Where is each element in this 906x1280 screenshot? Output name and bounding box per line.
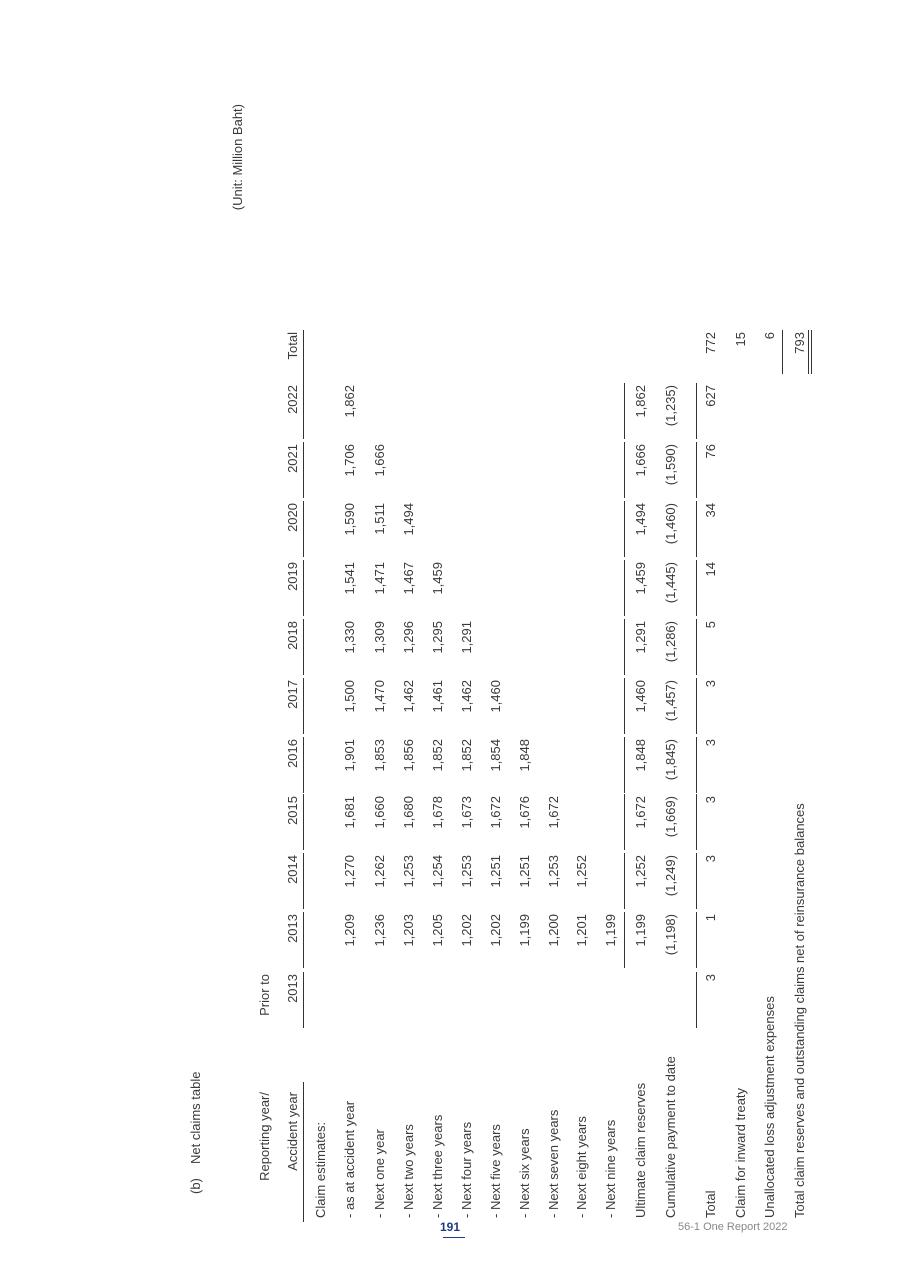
row-header-underline — [303, 1082, 304, 1222]
column-header-year: 2022 — [285, 385, 300, 414]
row-label: - Next six years — [517, 1128, 532, 1218]
table-cell: 3 — [703, 855, 718, 863]
column-header-underline — [303, 794, 304, 850]
table-cell: (1,249) — [663, 855, 678, 897]
row-label: - Next two years — [401, 1124, 416, 1218]
table-cell: 1,203 — [401, 914, 416, 947]
column-header-underline — [303, 853, 304, 909]
column-header-underline — [303, 501, 304, 557]
table-cell: 627 — [703, 385, 718, 407]
table-cell: 1,460 — [488, 680, 503, 713]
table-cell: 1,494 — [401, 503, 416, 536]
grand-total-double-rule-2 — [811, 330, 812, 374]
table-cell: 1,199 — [517, 914, 532, 947]
total-rule — [696, 678, 697, 734]
total-rule — [696, 560, 697, 616]
table-cell: 1,202 — [459, 914, 474, 947]
table-cell: 1,254 — [430, 855, 445, 888]
row-label: - Next four years — [459, 1121, 474, 1218]
table-cell: 1,676 — [517, 796, 532, 829]
total-rule — [696, 737, 697, 793]
table-cell: 1,251 — [488, 855, 503, 888]
table-cell: 1,500 — [342, 680, 357, 713]
row-label: Claim estimates: — [313, 1121, 328, 1218]
grand-total-double-rule-1 — [808, 330, 809, 374]
grand-total-top-rule — [782, 330, 783, 374]
column-header-year: 2020 — [285, 503, 300, 532]
table-cell: 1,205 — [430, 914, 445, 947]
table-cell: 1,590 — [342, 503, 357, 536]
table-cell: (1,445) — [663, 562, 678, 604]
table-cell: 3 — [703, 680, 718, 688]
table-cell: 14 — [703, 562, 718, 577]
table-cell: 1,270 — [342, 855, 357, 888]
column-header-underline — [303, 737, 304, 793]
table-cell: 1,862 — [342, 385, 357, 418]
column-header-underline — [303, 972, 304, 1028]
row-label: - Next eight years — [574, 1116, 589, 1218]
table-cell: 1,309 — [372, 621, 387, 654]
table-cell: 1,461 — [430, 680, 445, 713]
table-cell: 1,471 — [372, 562, 387, 595]
subtotal-rule — [624, 678, 625, 734]
table-cell: 1,262 — [372, 855, 387, 888]
table-cell: 1,296 — [401, 621, 416, 654]
column-header-year: 2013 — [285, 974, 300, 1003]
total-rule — [696, 619, 697, 675]
table-cell: 1,511 — [372, 503, 387, 535]
table-cell: 1,852 — [459, 739, 474, 772]
table-cell: 1,848 — [517, 739, 532, 772]
total-rule — [696, 794, 697, 850]
table-cell: 34 — [703, 503, 718, 518]
column-header-line1: Prior to — [257, 974, 272, 1016]
row-label: - Next nine years — [603, 1119, 618, 1218]
row-label: - Next one year — [372, 1129, 387, 1218]
table-cell: 6 — [762, 332, 777, 340]
table-cell: (1,460) — [663, 503, 678, 545]
row-label: Total claim reserves and outstanding claims net of reinsurance balances — [792, 803, 807, 1218]
table-cell: (1,286) — [663, 621, 678, 663]
row-label: Cumulative payment to date — [663, 1056, 678, 1218]
unit-label: (Unit: Million Baht) — [230, 104, 245, 211]
column-header-year: Total — [285, 332, 300, 360]
table-cell: (1,198) — [663, 914, 678, 956]
table-cell: 76 — [703, 444, 718, 459]
table-cell: 1,901 — [342, 739, 357, 772]
table-cell: 3 — [703, 974, 718, 982]
column-header-year: 2017 — [285, 680, 300, 709]
table-cell: 793 — [792, 332, 807, 354]
column-header-underline — [303, 330, 304, 386]
table-cell: 3 — [703, 796, 718, 804]
table-cell: 1,252 — [633, 855, 648, 888]
page-number-underline — [443, 1237, 465, 1238]
table-cell: 1,253 — [459, 855, 474, 888]
section-marker: (b) — [188, 1178, 203, 1194]
table-cell: 5 — [703, 621, 718, 629]
column-header-underline — [303, 560, 304, 616]
column-header-underline — [303, 383, 304, 439]
column-header-year: 2019 — [285, 562, 300, 591]
row-label: Unallocated loss adjustment expenses — [762, 996, 777, 1218]
column-header-year: 2013 — [285, 914, 300, 943]
table-cell: 1,666 — [372, 444, 387, 477]
subtotal-rule — [624, 737, 625, 793]
table-cell: 1,467 — [401, 562, 416, 595]
table-cell: 1,854 — [488, 739, 503, 772]
table-cell: 15 — [733, 332, 748, 347]
row-header-label-line2: Accident year — [285, 1092, 300, 1171]
column-header-underline — [303, 912, 304, 968]
table-cell: 1,494 — [633, 503, 648, 536]
table-cell: 1,291 — [633, 621, 648, 654]
table-cell: 1,291 — [459, 621, 474, 654]
table-cell: 1,252 — [574, 855, 589, 888]
row-label: Claim for inward treaty — [733, 1087, 748, 1218]
table-cell: 1,251 — [517, 855, 532, 888]
table-cell: 1,199 — [603, 914, 618, 947]
table-cell: 772 — [703, 332, 718, 354]
table-cell: 1,853 — [372, 739, 387, 772]
table-cell: 1,660 — [372, 796, 387, 829]
subtotal-rule — [624, 853, 625, 909]
table-cell: 1,199 — [633, 914, 648, 947]
table-cell: 1,209 — [342, 914, 357, 947]
table-cell: 1,236 — [372, 914, 387, 947]
table-cell: (1,457) — [663, 680, 678, 722]
table-cell: 1,201 — [574, 914, 589, 947]
column-header-year: 2014 — [285, 855, 300, 884]
table-cell: 1,673 — [459, 796, 474, 829]
subtotal-rule — [624, 501, 625, 557]
table-cell: 1,459 — [430, 562, 445, 595]
table-cell: 1,706 — [342, 444, 357, 477]
table-cell: 1,470 — [372, 680, 387, 713]
page-number: 191 — [440, 1220, 461, 1234]
table-cell: 1,848 — [633, 739, 648, 772]
column-header-year: 2018 — [285, 621, 300, 650]
table-cell: 1,541 — [342, 562, 357, 595]
table-cell: 1 — [703, 914, 718, 922]
total-rule — [696, 912, 697, 968]
subtotal-rule — [624, 383, 625, 439]
subtotal-rule — [624, 794, 625, 850]
column-header-year: 2021 — [285, 444, 300, 473]
total-rule — [696, 442, 697, 498]
table-cell: 1,862 — [633, 385, 648, 418]
table-cell: 1,200 — [546, 914, 561, 947]
section-title: Net claims table — [188, 1071, 203, 1164]
table-cell: 1,678 — [430, 796, 445, 829]
table-cell: 1,672 — [546, 796, 561, 829]
column-header-year: 2015 — [285, 796, 300, 825]
table-cell: 1,202 — [488, 914, 503, 947]
table-cell: 1,666 — [633, 444, 648, 477]
row-label: - Next five years — [488, 1124, 503, 1218]
total-rule — [696, 972, 697, 1028]
table-cell: 1,856 — [401, 739, 416, 772]
table-cell: (1,235) — [663, 385, 678, 427]
table-cell: 3 — [703, 739, 718, 747]
table-cell: 1,852 — [430, 739, 445, 772]
table-cell: 1,681 — [342, 796, 357, 829]
total-rule — [696, 853, 697, 909]
table-cell: 1,672 — [488, 796, 503, 829]
total-rule — [696, 383, 697, 439]
table-cell: 1,295 — [430, 621, 445, 654]
table-cell: 1,672 — [633, 796, 648, 829]
subtotal-rule — [624, 619, 625, 675]
total-rule — [696, 501, 697, 557]
subtotal-rule — [624, 442, 625, 498]
table-cell: (1,590) — [663, 444, 678, 486]
column-header-underline — [303, 619, 304, 675]
row-header-label-line1: Reporting year/ — [257, 1092, 272, 1181]
table-cell: 1,459 — [633, 562, 648, 595]
table-cell: 1,460 — [633, 680, 648, 713]
row-label: - Next seven years — [546, 1109, 561, 1218]
table-cell: 1,680 — [401, 796, 416, 829]
subtotal-rule — [624, 912, 625, 968]
table-cell: 1,253 — [546, 855, 561, 888]
column-header-year: 2016 — [285, 739, 300, 768]
table-cell: 1,462 — [401, 680, 416, 713]
column-header-underline — [303, 678, 304, 734]
table-cell: (1,845) — [663, 739, 678, 781]
row-label: - Next three years — [430, 1114, 445, 1218]
row-label: Ultimate claim reserves — [633, 1082, 648, 1218]
column-header-underline — [303, 442, 304, 498]
table-cell: (1,669) — [663, 796, 678, 838]
row-label: Total — [703, 1190, 718, 1218]
row-label: - as at accident year — [342, 1100, 357, 1218]
subtotal-rule — [624, 560, 625, 616]
report-name: 56-1 One Report 2022 — [678, 1221, 788, 1233]
table-cell: 1,330 — [342, 621, 357, 654]
table-cell: 1,253 — [401, 855, 416, 888]
table-cell: 1,462 — [459, 680, 474, 713]
